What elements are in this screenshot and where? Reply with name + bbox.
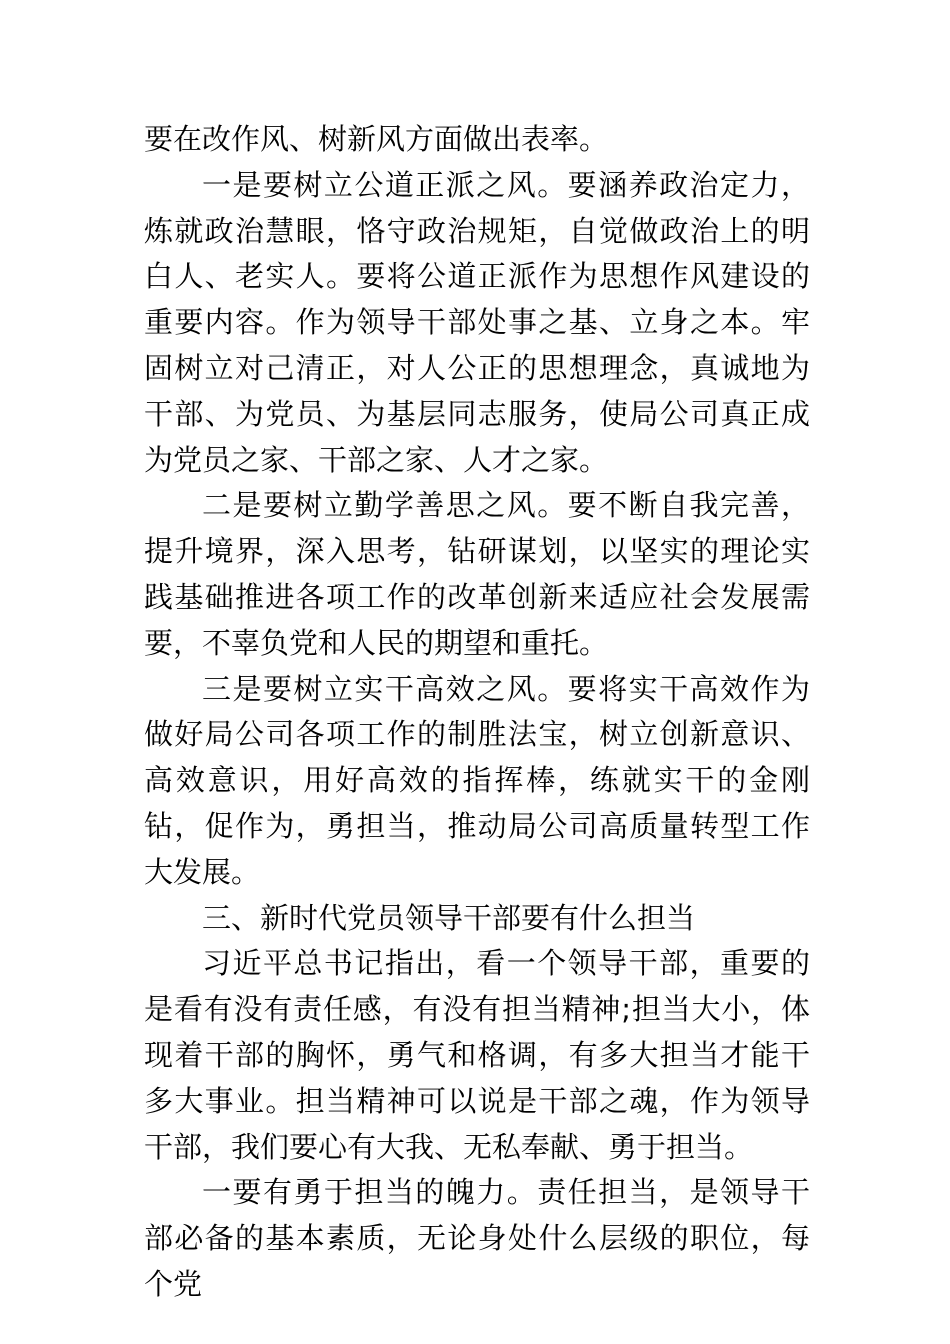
paragraph-3-body: 要不断自我完善，提升境界，深入思考，钻研谋划，以坚实的理论实践基础推进各项工作的改革创新来适应社会发展需要，不辜负党和人民的期望和重托。 xyxy=(144,488,810,660)
paragraph-7-body: 责任担当，是领导干部必备的基本素质，无论身处什么层级的职位，每个党 xyxy=(144,1175,810,1301)
paragraph-2 xyxy=(144,163,810,484)
paragraph-1 xyxy=(144,117,810,163)
paragraph-4-lead: 三是要树立实干高效之风。 xyxy=(202,671,568,706)
document-body xyxy=(144,117,810,1308)
paragraph-2-lead: 一是要树立公道正派之风。 xyxy=(202,167,568,202)
paragraph-4 xyxy=(144,667,810,896)
paragraph-3 xyxy=(144,483,810,666)
paragraph-7-lead: 一要有勇于担当的魄力。 xyxy=(202,1175,538,1210)
paragraph-1-body: 要在改作风、树新风方面做出表率。 xyxy=(144,122,609,156)
paragraph-7 xyxy=(144,1170,810,1307)
paragraph-2-body: 要涵养政治定力，炼就政治慧眼，恪守政治规矩，自觉做政治上的明白人、老实人。要将公道正派作为思想作风建设的重要内容。作为领导干部处事之基、立身之本。牢固树立对己清正，对人公正的思想理念，真诚地为干部、为党员、为基层同志服务，使局公司真正成为党员之家、干部之家、人才之家。 xyxy=(144,167,810,477)
paragraph-4-body: 要将实干高效作为做好局公司各项工作的制胜法宝，树立创新意识、高效意识，用好高效的指挥棒，练就实干的金刚钻，促作为，勇担当，推动局公司高质量转型工作大发展。 xyxy=(144,671,810,889)
paragraph-6 xyxy=(144,941,810,1170)
paragraph-3-lead: 二是要树立勤学善思之风。 xyxy=(202,488,568,523)
paragraph-6-body: 习近平总书记指出，看一个领导干部，重要的是看有没有责任感，有没有担当精神;担当大小，体现着干部的胸怀，勇气和格调，有多大担当才能干多大事业。担当精神可以说是干部之魂，作为领导干部，我们要心有大我、无私奉献、勇于担当。 xyxy=(144,946,810,1164)
section-heading xyxy=(144,896,810,942)
section-heading-text: 三、新时代党员领导干部要有什么担当 xyxy=(202,900,696,935)
